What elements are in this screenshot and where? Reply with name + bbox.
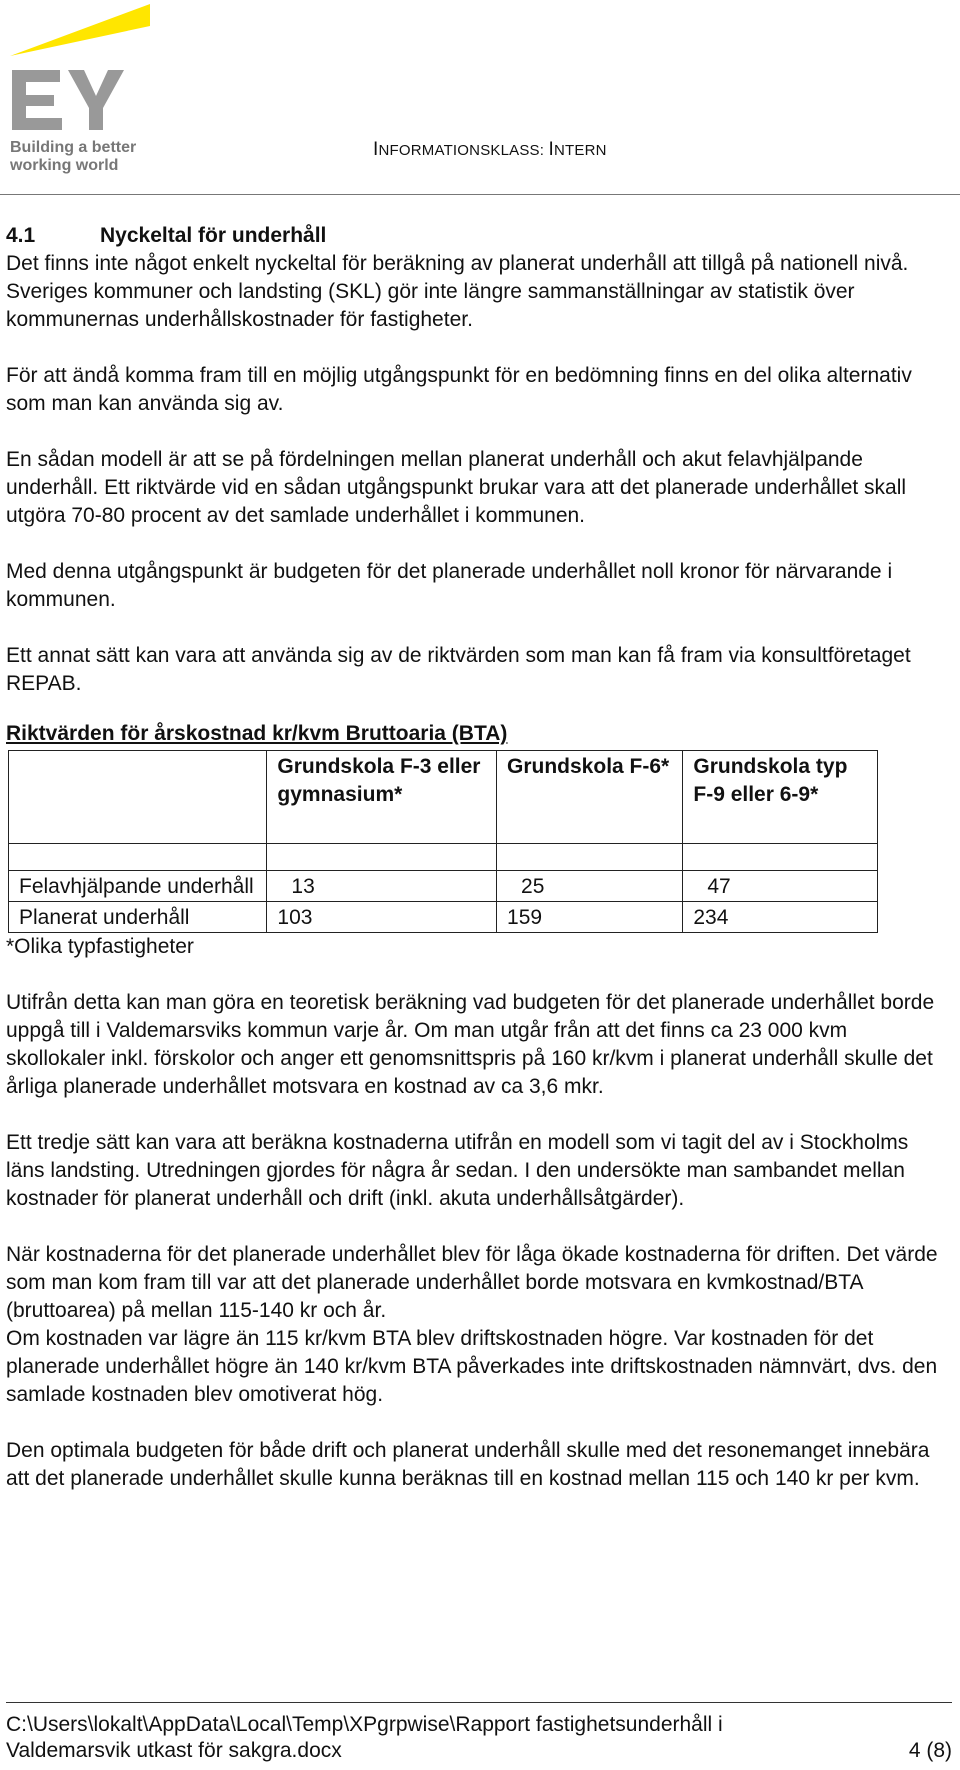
- page-number: 4 (8): [908, 1739, 952, 1762]
- paragraph-9: Den optimala budgeten för både drift och planerat underhåll skulle med det resonemanget innebära att det planerade underhållet skulle kunna beräknas till en kostnad mellan 115 och 140 kr per kvm.: [6, 1439, 930, 1490]
- table-header-cell: [9, 751, 267, 844]
- table-footnote: *Olika typfastigheter: [6, 935, 194, 958]
- table-cell: 47: [683, 871, 878, 902]
- table-cell: 13: [267, 871, 497, 902]
- table-row: [9, 902, 878, 933]
- footer-divider: [6, 1702, 952, 1703]
- logo-tagline-1: Building a better: [10, 139, 137, 156]
- page-footer: [6, 1712, 952, 1764]
- paragraph-8b: Om kostnaden var lägre än 115 kr/kvm BTA blev driftskostnaden högre. Var kostnaden för det planerade underhållet högre än 140 kr/kvm BTA påverkades inte driftskostnaden nämnvärt, dvs. den samlade kostnaden blev omotiverat hög.: [6, 1327, 938, 1406]
- document-body: [6, 222, 950, 1493]
- paragraph-5: Ett annat sätt kan vara att använda sig av de riktvärden som man kan få fram via konsultföretaget REPAB.: [6, 644, 911, 695]
- paragraph-2: För att ändå komma fram till en möjlig utgångspunkt för en bedömning finns en del olika alternativ som man kan använda sig av.: [6, 364, 912, 415]
- paragraph-4: Med denna utgångspunkt är budgeten för det planerade underhållet noll kronor för närvarande i kommunen.: [6, 560, 893, 611]
- table-cell: 159: [497, 902, 683, 933]
- table-title: Riktvärden för årskostnad kr/kvm Bruttoaria (BTA): [6, 722, 508, 745]
- table-row: [9, 871, 878, 902]
- paragraph-7: Ett tredje sätt kan vara att beräkna kostnaderna utifrån en modell som vi tagit del av i Stockholms läns landsting. Utredningen gjordes för några år sedan. I den undersökte man sambandet mellan kostnader för planerat underhåll och drift (inkl. akuta underhållsåtgärder).: [6, 1131, 909, 1210]
- footer-path-line-1: C:\Users\lokalt\AppData\Local\Temp\XPgrpwise\Rapport fastighetsunderhåll i: [6, 1713, 723, 1736]
- section-number: 4.1: [6, 224, 36, 247]
- table-header-cell: Grundskola F-6*: [497, 751, 683, 844]
- logo-tagline-2: working world: [10, 157, 119, 174]
- paragraph-1: Det finns inte något enkelt nyckeltal för beräkning av planerat underhåll att tillgå på nationell nivå. Sveriges kommuner och landsting (SKL) gör inte längre sammanställningar av statistik över kommunernas underhållskostnader för fastigheter.: [6, 252, 909, 331]
- header-divider: [0, 194, 960, 195]
- paragraph-6: Utifrån detta kan man göra en teoretisk beräkning vad budgeten för det planerade underhållet borde uppgå till i Valdemarsviks kommun varje år. Om man utgår från att det finns ca 23 000 kvm skollokaler inkl. förskolor och anger ett genomsnittspris på 160 kr/kvm i planerat underhåll skulle det årliga planerade underhållet motsvara en kostnad av ca 3,6 mkr.: [6, 991, 935, 1098]
- paragraph-8a: När kostnaderna för det planerade underhållet blev för låga ökade kostnaderna för driften. Det värde som man kom fram till var att det planerade underhållet borde motsvara en kvmkostnad/BTA (bruttoarea) på mellan 115-140 kr och år.: [6, 1243, 938, 1322]
- table-cell: 234: [683, 902, 878, 933]
- classification-label: INFORMATIONSKLASS: INTERN: [373, 139, 607, 160]
- table-cell: [267, 844, 497, 871]
- footer-path-line-2: Valdemarsvik utkast för sakgra.docx: [6, 1739, 342, 1762]
- table-cell: [497, 844, 683, 871]
- row-label: Planerat underhåll: [9, 902, 267, 933]
- riktvarden-table: [8, 750, 878, 933]
- table-cell: 25: [497, 871, 683, 902]
- page-header: [0, 0, 960, 200]
- section-heading: [6, 222, 950, 250]
- table-spacer-row: [9, 844, 878, 871]
- table-cell: [683, 844, 878, 871]
- paragraph-3: En sådan modell är att se på fördelningen mellan planerat underhåll och akut felavhjälpande underhåll. Ett riktvärde vid en sådan utgångspunkt brukar vara att det planerade underhållet skall utgöra 70-80 procent av det samlade underhållet i kommunen.: [6, 448, 907, 527]
- table-cell: [9, 844, 267, 871]
- table-header-cell: Grundskola typ F-9 eller 6-9*: [683, 751, 878, 844]
- table-header-row: [9, 751, 878, 844]
- table-cell: 103: [267, 902, 497, 933]
- ey-logo: [10, 4, 160, 174]
- table-header-cell: Grundskola F-3 eller gymnasium*: [267, 751, 497, 844]
- row-label: Felavhjälpande underhåll: [9, 871, 267, 902]
- section-title: Nyckeltal för underhåll: [100, 224, 327, 247]
